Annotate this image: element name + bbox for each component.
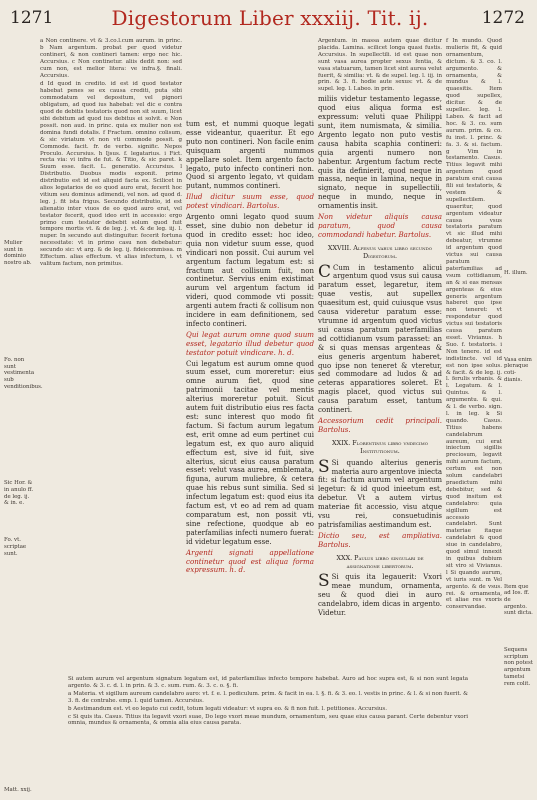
margin-note: Fo. vt. scriptae sunt.: [4, 537, 27, 557]
running-head: [0, 4, 537, 34]
gloss-block: f In mundo. Quod mulieris fit, & quid ornamentum, dictum. & 3. co. l. argumento. & ornamenta, & mundus & l. quaesitis. Item quod supellex, dicitur. & de supellec. leg. l. Labeo. & facit ad hoc. & 3. co. sum aurum. prim. & co. fu inst. l. princ. & fa. 3. & si. factum. g Vim in testamento. Casus. Titius legavit mihi argentum quod paratum erat causa fili sui testatoris, & vestem & supellectilem. quaeritur, quod argentum videatur causa vsus testatoris paratum vt sic illud mihi debeatur, vtrumne id argentum quod victus sui causa paratum paterfamilias ad vsum cottidianum, an & si eas mensas argenteas & eius generis argentum haberet quo ipse non teneret: vt respondetur quod victus sui testatoris causa paratum esset. Vivianus. h Suo. f. testatoris. i Non tenere. id est indistincte. vel id est non ipse solus. & facit. & de leg. ij. l. ferulis vrbanis. & l. Legatum. & l. Quintus. & l. argumentu. & qui. & l. de verbo. sign. l. in leg. k Si quando. Casus. Titius habens candelabrum aureum, cui erat iniectum sigillis preciosum, legavit mihi aurum factum, certum est non solum candelabri praedictum mihi debebitur, sed & quod insitum est candelabro: quia sigillum est accessio candelabri. Sunt materiae itaque candelabri & quod siue in candelabro, quod simul innexit in quibus dubium sit viro si Vivianus. l Si quando aurum, vt iuris sunt. m Vel argento. & de vsus. rei. & ornamenta, et aliae res vxoris conservandae.: [446, 38, 502, 611]
lemma-heading: XXIX. Florentinus libro vndecimo Institutionum.: [332, 438, 428, 455]
drop-cap: C: [318, 261, 332, 282]
gloss-entry: c Si quis ita. Casus. Titius ita legavit vxori suae, Do lego vxori meae mundum, ornamentum, seu quae eius causa parant. Certe debentur vxori omnia, mundus & ornamenta, & omnia alia eius causa parata.: [68, 713, 468, 727]
rubric: Accessorium cedit principali. Bartolus.: [318, 415, 442, 434]
lemma-heading: XXVIII. Alfenus varus libro secundo Digestorum.: [327, 243, 433, 260]
drop-cap: S: [318, 571, 330, 592]
running-title: Digestorum Liber xxxiij. Tit. ij.: [111, 6, 429, 30]
rubric: Argenti signati appellatione continetur quod est aliqua forma expressum. h. d.: [186, 547, 314, 575]
page-number-left: 1271: [10, 8, 54, 28]
margin-note: H. illum.: [504, 270, 528, 276]
bottom-gloss: [68, 676, 468, 728]
gloss-entry: b Aestimandum est. vt eo legato cui cedit, totum legati videatur: vt supra eo. & fi non fuit. l. petitiones. Accursius.: [68, 705, 387, 712]
middle-column: [318, 38, 442, 620]
text-paragraph: tum est, et nummi quoque legati esse videantur, quaeritur. Et ego puto non contineri. Non facile enim quisquam argenti nummos appellare solet. Item argento facto legato, puto infecto contineri non. Quod si argento legato, vt quidam putant, nummos contineri.: [186, 120, 314, 191]
margin-note: Sequens scriptum non potest argentum tametsi rem colit.: [504, 647, 533, 687]
gloss-block: d Id quod in credito. id est id quod testator habebat penes se ex causa crediti, puta sibi commodatum vel depositum, vel pignori obligatum, ad quod ius habebat: vel dic e contra quod de debitis testatoris quod non sit suum, licet sibi debitum ad quod ius debitus ei solvit. e Non possit. non aud. in princ. quia ex mulier non est domina fundi dotalis. f Fractum. omnino colisum, & sic viriatum vt non vti commode possit. g Commode. facit. fr. de verbo. signific. Nepos Proculo. Accursius. h Ijsus. f. legatarius. i Fict. recta via: vi infra de fut. & Titio, & sic paret. k Suum esse. facit. L. generatio. Accursius. l Distributio. Duobus modis exponit. primo distributio est id est aliquid facta ex. Scilicet in alios legatarios de eo quod auro erat, fecerit hoc vitium seu dominus adimendi, vel non. ad quod d. leg. j. fit ista frigus. Secundo distributio, id est alienatio inter viuos de eo quod auro erat, vel testator fecerit, quod ideo erit in accessio: ergo primo cum testator debebit solum quod fuit tempore mortis vt. & de leg. j. vt. & de leg. iij. l. nuper. In secundo aut distinguitur. fecerit fortuna necessitate: vt in primo casu non debebatur: secundo sic: vt arg. & de leg. ij. fideicommissa. m Effectum. alias effectum. vt alias infectum, i. vt valitum factum, non primitus.: [40, 81, 182, 267]
left-text-column: [186, 120, 314, 577]
text-paragraph: [318, 456, 442, 530]
text-paragraph: Cui legatum est aurum omne quod suum esset, cum moreretur: eius omne aurum fiet, quod sine patrimonii tacitae vel mentis alterius moreretur potuit. Sicut autem fuit distributio eius res facta est: sunc interest quo modo fit factum. Si factum aurum legatum est, erit omne ad eum pertinet cui legatum est, ex quo auro aliquid effectum est, sive id fuit, sive alterius, sicut eius causa paratum esset: velut vasa aurea, emblemata, figuna, aurum muliebre, & cetera quae his rebus sunt similia. Sed si infectum legatum est: quod eius ita factum est, vt eo ad rem ad quam comparatum est, non possit vti, sine refectione, quodque ab eo paterfamilias infecti numero fuerat: id videtur legatum esse.: [186, 359, 314, 546]
right-margin-notes: [504, 270, 534, 693]
gloss-entry: a Materia. vt sigillum aureum candelabro auro: vt. f. e. l. pediculum. prim. & facit in ea. l. §. fi. & 3. eo. l. vestis in princ. & l. & si non fuerit. & 3. fi. de contrahe. emp. l. quid tamen. Accursius.: [68, 690, 468, 704]
rubric: Illud dicitur suum esse, quod potest vindicari. Bartolus.: [186, 192, 314, 211]
text-paragraph: miliis videtur testamento legasse, quod eius aliqua forma est expressum: veluti quae Philippi sunt, item numismata, & similia. Argento legato non puto vestis causa habita scaphia contineri: quia argenti numero non habentur. Argentum factum recte quis ita definierit, quod neque in massa, neque in lamina, neque in signato, neque in supellectili, neque in mundo, neque in ornamentis insit.: [318, 95, 442, 211]
rubric: Qui legat aurum omne quod suum esset, legatario illud debetur quod testator potuit vindicare. h. d.: [186, 329, 314, 357]
left-margin-notes: [4, 240, 43, 800]
text-body: Si quis ita legauerit: Vxori meae mundum, ornamenta, seu & quod diei in auro candelabro, idem dicas in argento. Videtur.: [318, 573, 442, 618]
text-paragraph: [318, 261, 442, 415]
margin-note: Item que ad Ios. ff. de argento. sunt dicta.: [504, 583, 533, 617]
text-body: Si quando alterius generis materia auro argentove iniecta fit: si factum aurum vel argentum legetur: & id quod inieetum est, debetur. Vt a autem virtus materiae fit accessio, visu atque vsu rei, consuetudinis patrisfamilias aestimandum est.: [318, 458, 442, 529]
margin-note: Mulier sunt in dominio nostro ab.: [4, 240, 32, 267]
page-number-right: 1272: [481, 8, 525, 28]
margin-note: Vasa enim pleraque coti-dianis.: [504, 356, 532, 383]
lemma-heading: XXX. Paulus libro singulari de assignatione libertorum.: [336, 553, 424, 570]
text-body: Cum in testamento alicui argentum quod vsus sui causa paratum esset, legaretur, item quae vestis, aut supellex quaesitum est, quid cuiusque vsus causa videretur paratum esse: vtrumne id argentum quod victus sui causa paratum paterfamilias ad cottidianum vsum parasset: an & si quas mensas argenteas & eius generis argentum haberet, quo ipse non teneret & vteretur, sed commodare ad ludos & ad ceteras apparatiores soleret. Et magis placet, quod victus sui causa paratum esset, tantum contineri.: [318, 263, 442, 415]
margin-note: Matt. xxij.: [4, 787, 32, 794]
text-paragraph: Argento omni legato quod suum esset, sine dubio non debetur id quod in credito esset: hoc ideo, quia non videtur suum esse, quod vindicari non possit. Cui aurum vel argentum factum legatum est: si fractum aut collisum fuit, non continetur. Servius enim existimat aurum vel argentum factum id videri, quod commode vti possit: argenti autem fracti & collisum non incidere in eam definitionem, sed infecto contineri.: [186, 213, 314, 328]
gloss-block: Argentum. in massa autem quae dicitur placida. Lamina. scilicet longa quasi fustis. Accursius. In supellectili. id est quae non sunt vasa aurea propter sexus fentia, & vasa statuarum, tamen licet sint aurea velut fuerit, & similia: vt. & de supel. leg. l. iij. in prin. & 3. fi. hodie aute sexus: vt. & de supel. leg. l. Labeo. in prin.: [318, 38, 442, 93]
drop-cap: S: [318, 456, 330, 477]
margin-note: Sic Hor. & in anulo ff. de leg. ij. & in. e.: [4, 480, 34, 507]
rubric: Dictio seu, est ampliativa. Bartolus.: [318, 530, 442, 549]
gloss-entry: Si autem aurum vel argentum signatum legatum est, id paterfamilias infecto tempore habebat. Auro ad hoc supra est, & si non sunt legata argento. & 3. c. d. l. in prin. & 3. c. sum. rum. &. 3. c. o. §. fi.: [68, 676, 468, 689]
text-paragraph: [318, 573, 442, 618]
gloss-block: a Non continere. vt & 3.co.l.cum aurum. in princ. b Nam argentum. probat per quod videtur contineri, & non contineri tamen: ergo nec hic. Accursius. c Non continetur. aliis dedit non: sed cum non, est melior litera: ve infra.§. finali. Accursius.: [40, 38, 182, 79]
left-column: [40, 38, 182, 270]
margin-note: Fo. non sunt vestimenta sub venditionibus.: [4, 356, 43, 390]
right-gloss-column: [446, 38, 502, 613]
rubric: Non videtur aliquis causa paratum, quod causa commodandi habetur. Bartolus.: [318, 212, 442, 239]
